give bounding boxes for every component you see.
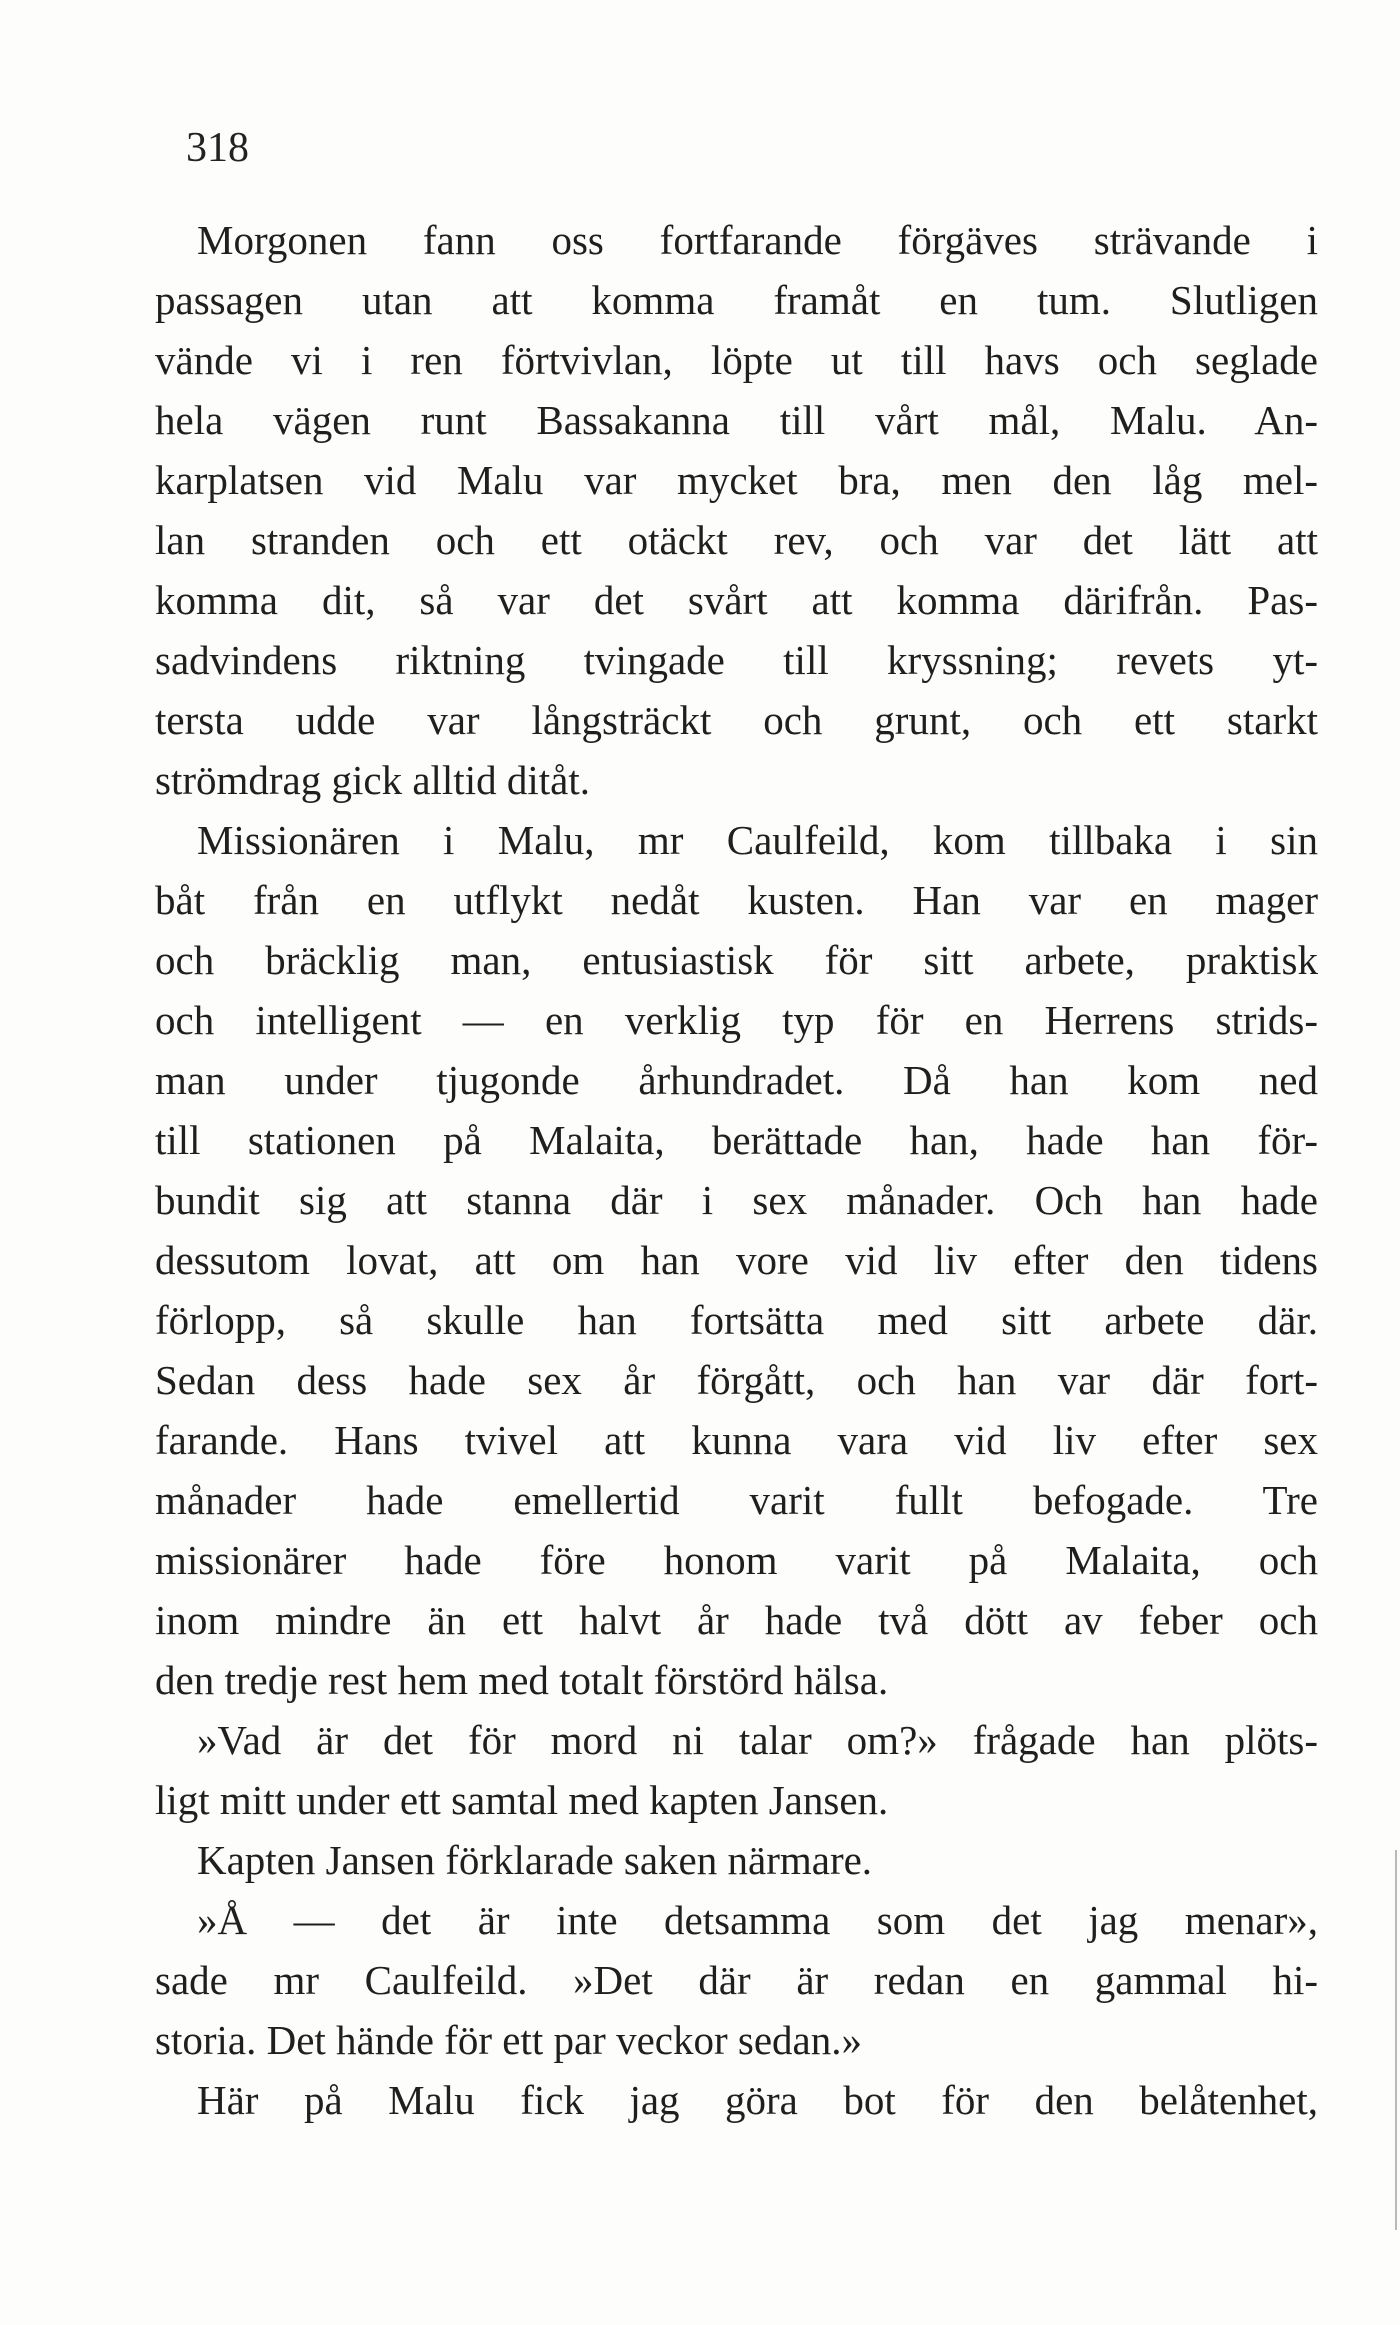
text-line: passagen utan att komma framåt en tum. Slutligen [155,277,1318,323]
text-line: inom mindre än ett halvt år hade två dött av feber och [155,1597,1318,1643]
text-line: ligt mitt under ett samtal med kapten Jansen. [155,1777,889,1823]
text-line: »Å — det är inte detsamma som det jag menar», [197,1897,1318,1943]
text-line: missionärer hade före honom varit på Malaita, och [155,1537,1318,1583]
page-edge-shadow [1395,1850,1397,2230]
text-line: »Vad är det för mord ni talar om?» frågade han plöts- [197,1717,1318,1763]
text-line: och intelligent — en verklig typ för en Herrens strids- [155,997,1318,1043]
text-line: månader hade emellertid varit fullt befogade. Tre [155,1477,1318,1523]
text-line: till stationen på Malaita, berättade han, hade han för- [155,1117,1318,1163]
text-line: den tredje rest hem med totalt förstörd hälsa. [155,1657,889,1703]
text-line: storia. Det hände för ett par veckor sedan.» [155,2017,862,2063]
text-line: bundit sig att stanna där i sex månader. Och han hade [155,1177,1318,1223]
text-line: farande. Hans tvivel att kunna vara vid liv efter sex [155,1417,1318,1463]
text-line: hela vägen runt Bassakanna till vårt mål, Malu. An- [155,397,1318,443]
text-line: Morgonen fann oss fortfarande förgäves strävande i [197,217,1318,263]
text-line: båt från en utflykt nedåt kusten. Han var en mager [155,877,1318,923]
text-line: vände vi i ren förtvivlan, löpte ut till havs och seglade [155,337,1318,383]
text-line: lan stranden och ett otäckt rev, och var det lätt att [155,517,1318,563]
text-line: och bräcklig man, entusiastisk för sitt arbete, praktisk [155,937,1318,983]
text-line: karplatsen vid Malu var mycket bra, men den låg mel- [155,457,1318,503]
text-line: dessutom lovat, att om han vore vid liv efter den tidens [155,1237,1318,1283]
text-line: sade mr Caulfeild. »Det där är redan en gammal hi- [155,1957,1318,2003]
text-line: Här på Malu fick jag göra bot för den belåtenhet, [197,2077,1318,2123]
body-text [155,210,1318,2130]
text-line: komma dit, så var det svårt att komma därifrån. Pas- [155,577,1318,623]
page-number: 318 [186,125,249,171]
text-line: Kapten Jansen förklarade saken närmare. [197,1837,873,1883]
text-line: tersta udde var långsträckt och grunt, och ett starkt [155,697,1318,743]
text-line: man under tjugonde århundradet. Då han kom ned [155,1057,1318,1103]
text-line: Missionären i Malu, mr Caulfeild, kom tillbaka i sin [197,817,1318,863]
text-line: förlopp, så skulle han fortsätta med sitt arbete där. [155,1297,1318,1343]
text-line: strömdrag gick alltid ditåt. [155,757,590,803]
text-line: sadvindens riktning tvingade till kryssning; revets yt- [155,637,1318,683]
text-line: Sedan dess hade sex år förgått, och han var där fort- [155,1357,1318,1403]
